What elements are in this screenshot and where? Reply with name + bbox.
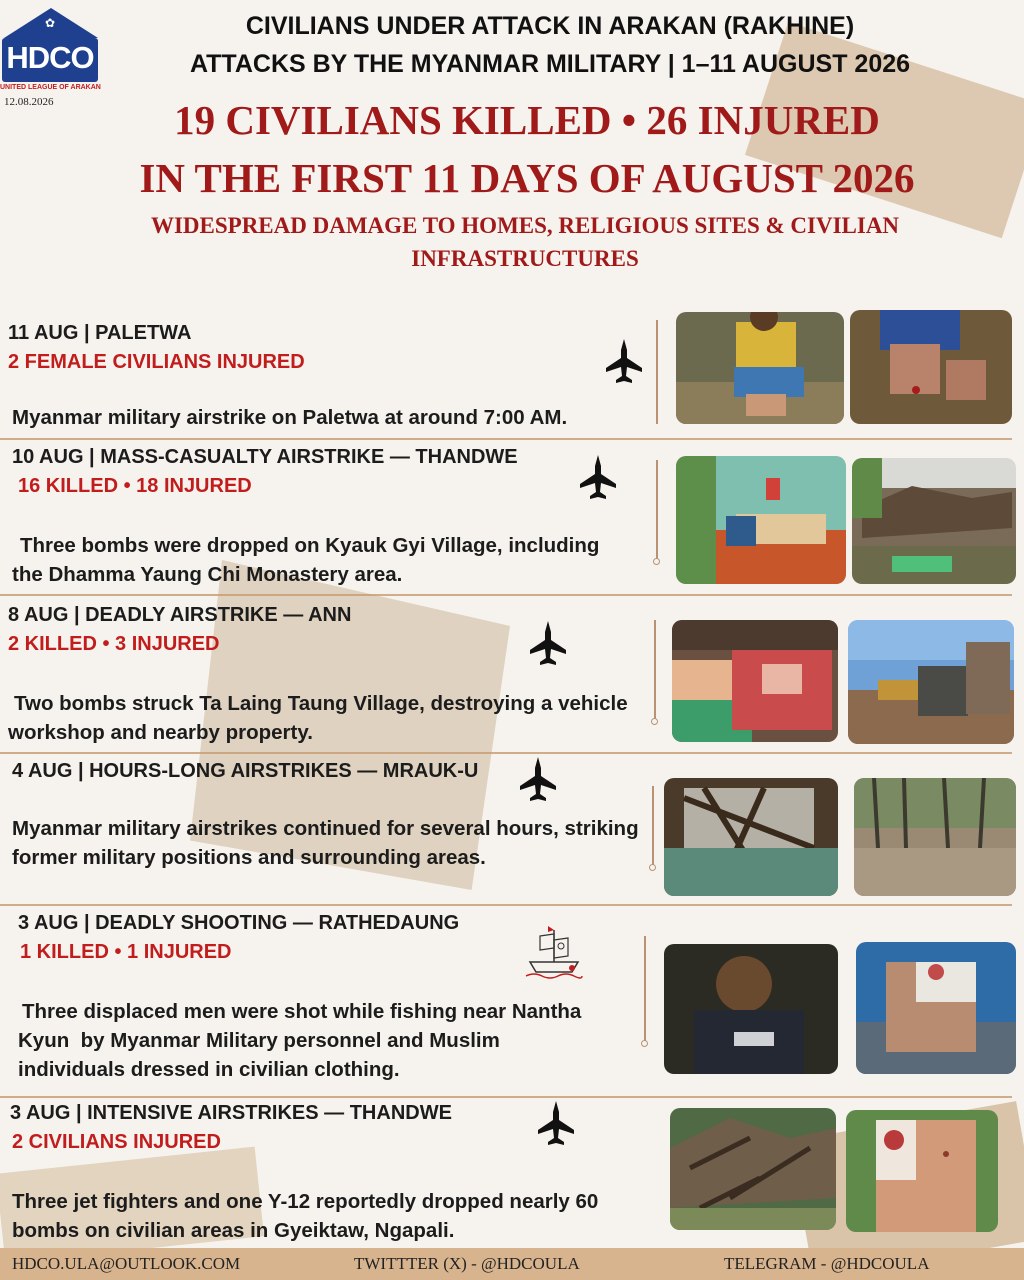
footer-telegram[interactable]: TELEGRAM - @HDCOULA [724,1254,930,1273]
incident-photo [850,310,1012,424]
incident-photo [854,778,1016,896]
incident-photo [852,458,1016,584]
incident-entry [0,756,1024,906]
headline-casualties: 19 CIVILIANS KILLED • 26 INJURED [174,97,880,143]
incident-description: Three displaced men were shot while fishing near Nantha Kyun by Myanmar Military personnel and Muslim individuals dressed in civilian clothing. [18,1000,588,1081]
timeline-line [654,620,656,720]
header-line-2: ATTACKS BY THE MYANMAR MILITARY | 1–11 AUGUST 2026 [189,50,911,78]
header-line-1: CIVILIANS UNDER ATTACK IN ARAKAN (RAKHINE) [245,12,855,40]
entry-divider [0,752,1012,754]
timeline-line [656,320,658,424]
timeline-line [644,936,646,1042]
incident-casualties: 2 CIVILIANS INJURED [12,1131,221,1153]
timeline-dot [641,1040,648,1047]
publish-date: 12.08.2026 [4,96,54,108]
incident-photo [664,944,838,1074]
timeline-line [656,460,658,560]
logo-emblem-icon: ✿ [44,16,56,30]
footer-email[interactable]: HDCO.ULA@OUTLOOK.COM [12,1254,241,1273]
timeline-dot [649,864,656,871]
incident-photo [846,1110,998,1232]
incident-entry [0,600,1024,750]
timeline-line [652,786,654,866]
incident-casualties: 2 FEMALE CIVILIANS INJURED [8,351,305,373]
incident-photo [664,778,838,896]
incident-description: Three jet fighters and one Y-12 reportedly dropped nearly 60 bombs on civilian areas in Gyeiktaw, Ngapali. [12,1190,599,1242]
incident-title: 10 AUG | MASS-CASUALTY AIRSTRIKE — THANDWE [12,446,518,468]
headline-period: IN THE FIRST 11 DAYS OF AUGUST 2026 [139,155,915,201]
fighter-jet-icon [578,454,618,500]
incident-description: Two bombs struck Ta Laing Taung Village, destroying a vehicle workshop and nearby property. [8,692,628,744]
incident-entry [0,1100,1024,1246]
incident-title: 3 AUG | DEADLY SHOOTING — RATHEDAUNG [18,912,460,934]
incident-photo [672,620,838,742]
entry-divider [0,904,1012,906]
footer-bar [0,1248,1024,1280]
incident-casualties: 1 KILLED • 1 INJURED [20,941,232,963]
timeline-dot [653,558,660,565]
incident-title: 4 AUG | HOURS-LONG AIRSTRIKES — MRAUK-U [12,760,479,782]
incident-title: 3 AUG | INTENSIVE AIRSTRIKES — THANDWE [10,1102,452,1124]
logo-name: HDCO [6,40,94,75]
fighter-jet-icon [536,1100,576,1146]
timeline-dot [651,718,658,725]
hdco-logo [0,6,102,110]
incident-photo [670,1108,836,1230]
incident-description: Myanmar military airstrikes continued for several hours, striking former military positions and surrounding areas. [12,817,639,869]
pirate-ship-icon [524,924,584,980]
incident-entry [0,908,1024,1096]
fighter-jet-icon [528,620,568,666]
logo-org: UNITED LEAGUE OF ARAKAN [0,84,101,91]
incident-casualties: 2 KILLED • 3 INJURED [8,633,220,655]
incident-entry [0,318,1024,440]
footer-twitter[interactable]: TWITTTER (X) - @HDCOULA [354,1254,580,1273]
incident-title: 11 AUG | PALETWA [8,322,192,344]
entry-divider [0,594,1012,596]
subheadline: WIDESPREAD DAMAGE TO HOMES, RELIGIOUS SITES & CIVILIAN INFRASTRUCTURES [150,213,900,271]
incident-photo [676,456,846,584]
fighter-jet-icon [604,338,644,384]
incident-description: Three bombs were dropped on Kyauk Gyi Village, including the Dhamma Yaung Chi Monastery area. [12,534,600,586]
incident-casualties: 16 KILLED • 18 INJURED [18,475,252,497]
incident-photo [848,620,1014,744]
entry-divider [0,438,1012,440]
incident-photo [856,942,1016,1074]
entry-divider [0,1096,1012,1098]
fighter-jet-icon [518,756,558,802]
incident-entry [0,442,1024,594]
incident-description: Myanmar military airstrike on Paletwa at around 7:00 AM. [12,406,568,429]
incident-title: 8 AUG | DEADLY AIRSTRIKE — ANN [8,604,352,626]
incident-photo [676,312,844,424]
